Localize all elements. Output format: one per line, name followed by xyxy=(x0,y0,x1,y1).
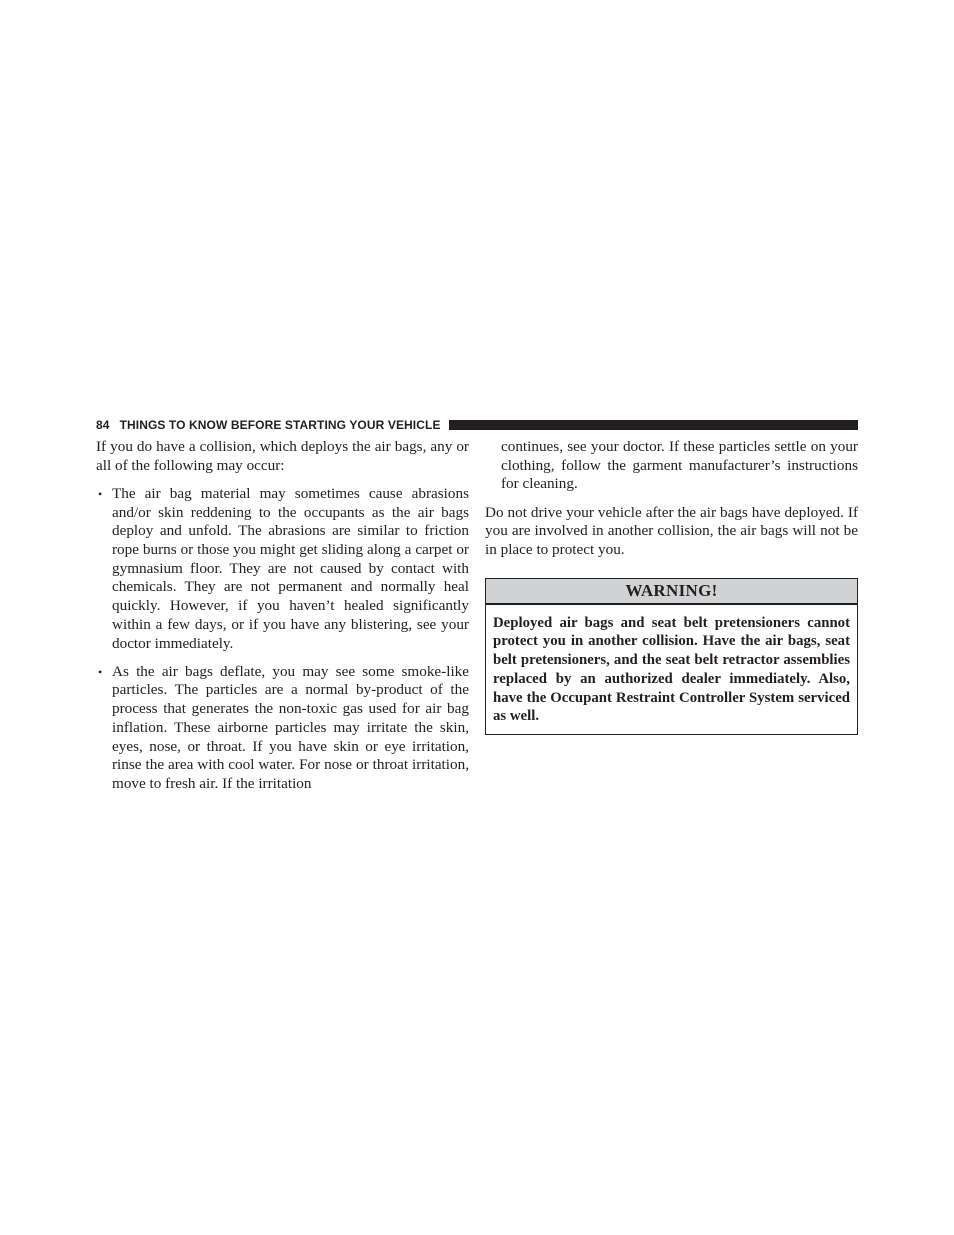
list-item-text: As the air bags deflate, you may see some smoke-like particles. The particles are a normal by-product of the process that generates the non-toxic gas used for air bag inflation. These airborne particles may irritate the skin, eyes, nose, or throat. If you have skin or eye irritation, rinse the area with cool water. For nose or throat irritation, move to fresh air. If the irritation xyxy=(112,662,469,792)
do-not-drive-paragraph: Do not drive your vehicle after the air bags have deployed. If you are involved in another collision, the air bags will not be in place to protect you. xyxy=(485,503,858,559)
warning-box xyxy=(485,578,858,735)
bullet-icon: • xyxy=(98,486,103,501)
bullet-continuation: continues, see your doctor. If these particles settle on your clothing, follow the garment manufacturer’s instructions for cleaning. xyxy=(501,438,858,493)
page-header xyxy=(96,416,858,434)
section-title: THINGS TO KNOW BEFORE STARTING YOUR VEHICLE xyxy=(119,418,441,432)
right-column xyxy=(485,438,858,735)
left-column xyxy=(96,438,469,803)
page-number: 84 xyxy=(96,418,110,432)
effects-list xyxy=(96,485,469,794)
list-item-text: The air bag material may sometimes cause abrasions and/or skin reddening to the occupants as the air bags deploy and unfold. The abrasions are similar to friction rope burns or those you might get sliding along a carpet or gymnasium floor. They are not caused by contact with chemicals. They are not permanent and normally heal quickly. However, if you haven’t healed significantly within a few days, or if you have any blistering, see your doctor immediately. xyxy=(112,484,469,652)
intro-paragraph: If you do have a collision, which deploys the air bags, any or all of the following may occur: xyxy=(96,438,469,474)
bullet-icon: • xyxy=(98,664,103,679)
warning-title: WARNING! xyxy=(486,579,857,605)
list-item xyxy=(96,663,469,794)
header-rule xyxy=(449,420,858,430)
warning-body: Deployed air bags and seat belt pretensioners cannot protect you in another collision. Have the air bags, seat belt pretensioners, and the seat belt retractor assemblies replaced by an authorized dealer immediately. Also, have the Occupant Restraint Controller System serviced as well. xyxy=(493,614,850,725)
list-item xyxy=(96,485,469,653)
